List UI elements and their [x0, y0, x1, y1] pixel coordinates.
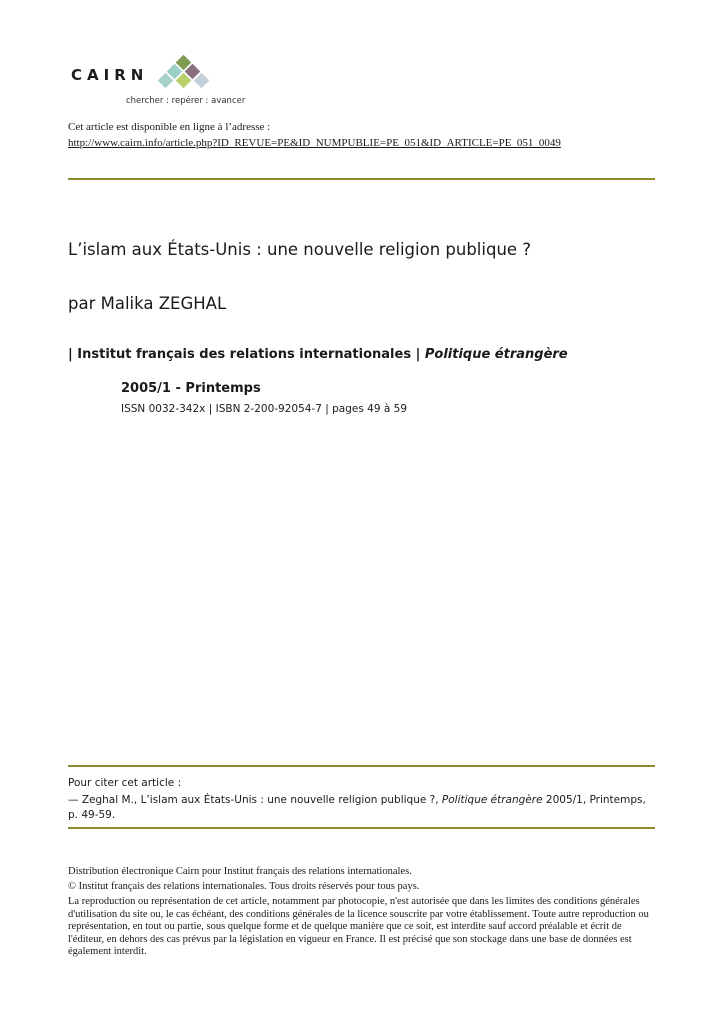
issn-line: ISSN 0032-342x | ISBN 2-200-92054-7 | pages 49 à 59: [121, 403, 408, 415]
distribution-note: Distribution électronique Cairn pour Institut français des relations internationales.: [68, 866, 412, 877]
logo-wordmark: CAIRN: [71, 66, 149, 84]
legal-notice: La reproduction ou représentation de cet article, notamment par photocopie, n'est autorisée que dans les limites des conditions générales d'utilisation du site ou, le cas échéant, des conditions générales de la licence souscrite par votre établissement. Toute autre reproduction ou représentation, en tout ou partie, sous quelque forme et de quelque manière que ce soit, est interdite sauf accord préalable et écrit de l'éditeur, en dehors des cas prévus par la législation en vigueur en France. Il est précisé que son stockage dans une base de données est également interdit.: [68, 896, 649, 957]
divider-citation-bottom: [68, 827, 655, 829]
citation-text: [68, 793, 658, 823]
citation-suffix: 2005/1, Printemps, p. 49-59.: [68, 794, 646, 821]
citation-journal: Politique étrangère: [441, 794, 543, 806]
citation-label: Pour citer cet article :: [68, 777, 182, 789]
publisher-line: [68, 347, 568, 362]
availability-text: Cet article est disponible en ligne à l’adresse :: [68, 121, 271, 133]
publisher-name: | Institut français des relations internationales |: [68, 347, 425, 362]
article-author: par Malika ZEGHAL: [68, 294, 227, 313]
article-url-link[interactable]: http://www.cairn.info/article.php?ID_REVUE=PE&ID_NUMPUBLIE=PE_051&ID_ARTICLE=PE_051_0049: [68, 137, 561, 149]
divider-citation-top: [68, 765, 655, 767]
article-title: L’islam aux États-Unis : une nouvelle religion publique ?: [68, 240, 532, 259]
issue-label: 2005/1 - Printemps: [121, 381, 261, 396]
copyright-note: © Institut français des relations internationales. Tous droits réservés pour tous pays.: [68, 881, 420, 892]
divider-top: [68, 178, 655, 180]
cairn-logo[interactable]: [68, 50, 246, 112]
citation-prefix: — Zeghal M., L’islam aux États-Unis : une nouvelle religion publique ?,: [68, 794, 442, 806]
logo-tagline: chercher : repérer : avancer: [126, 96, 246, 106]
journal-name[interactable]: Politique étrangère: [424, 347, 568, 362]
logo-diamonds-icon: [156, 55, 210, 93]
